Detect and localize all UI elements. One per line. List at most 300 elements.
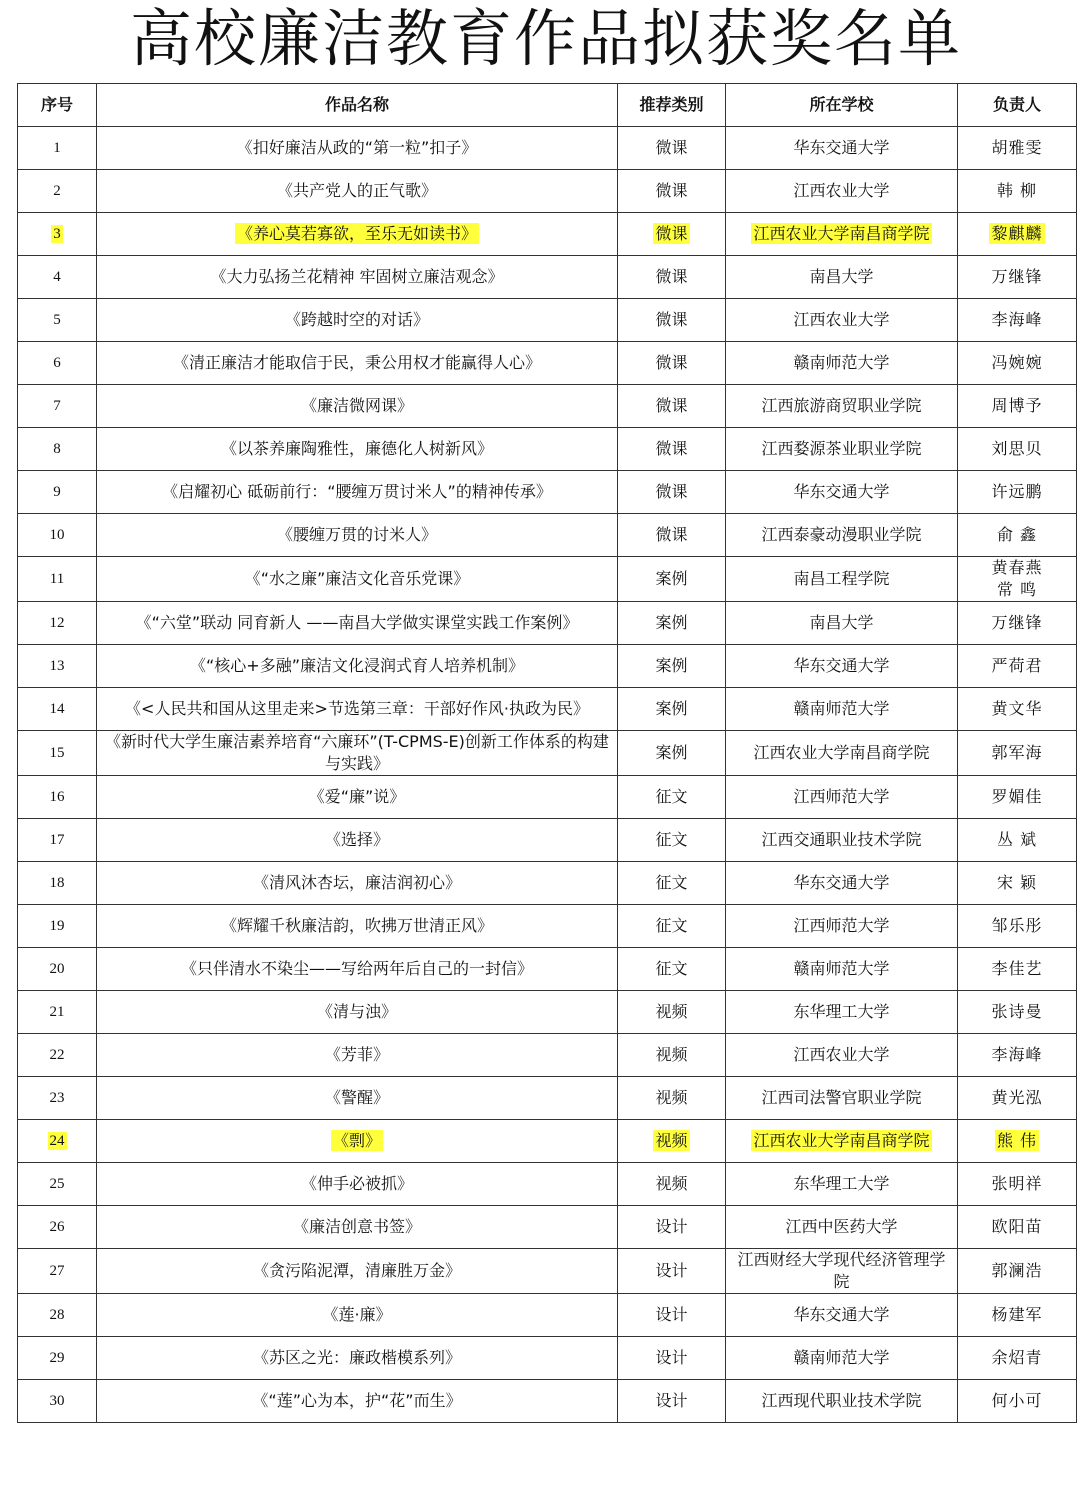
work-name: 《以茶养廉陶雅性，廉德化人树新风》 bbox=[220, 439, 493, 458]
person-in-charge: 冯婉婉 bbox=[991, 353, 1043, 372]
person-in-charge-cell bbox=[958, 514, 1077, 557]
work-name: 《养心莫若寡欲，至乐无如读书》 bbox=[236, 224, 477, 243]
category-cell bbox=[618, 1163, 726, 1206]
work-name-cell bbox=[97, 256, 618, 299]
person-in-charge: 宋 颖 bbox=[996, 873, 1038, 892]
table-row bbox=[18, 342, 1077, 385]
category-cell bbox=[618, 1294, 726, 1337]
person-in-charge-cell bbox=[958, 170, 1077, 213]
row-number: 24 bbox=[49, 1133, 65, 1149]
school-name: 南昌大学 bbox=[809, 267, 874, 286]
work-name-cell bbox=[97, 905, 618, 948]
work-name-cell bbox=[97, 645, 618, 688]
row-number: 26 bbox=[49, 1219, 65, 1235]
row-number-cell bbox=[18, 342, 97, 385]
person-in-charge-cell bbox=[958, 905, 1077, 948]
row-number-cell bbox=[18, 127, 97, 170]
school-name-cell bbox=[726, 213, 958, 256]
work-name: 《清风沐杏坛，廉洁润初心》 bbox=[252, 873, 461, 892]
work-name-cell bbox=[97, 1249, 618, 1294]
table-row bbox=[18, 991, 1077, 1034]
category: 微课 bbox=[655, 525, 688, 544]
school-name-cell bbox=[726, 905, 958, 948]
category-cell bbox=[618, 299, 726, 342]
row-number: 10 bbox=[49, 527, 65, 543]
work-name: 《腰缠万贯的讨米人》 bbox=[276, 525, 437, 544]
work-name-cell bbox=[97, 299, 618, 342]
work-name-cell bbox=[97, 1034, 618, 1077]
person-in-charge: 罗媚佳 bbox=[991, 787, 1043, 806]
work-name: 《廉洁创意书签》 bbox=[292, 1217, 421, 1236]
school-name: 南昌大学 bbox=[809, 613, 874, 632]
person-in-charge: 张诗曼 bbox=[991, 1002, 1043, 1021]
table-row bbox=[18, 1120, 1077, 1163]
row-number: 28 bbox=[49, 1307, 65, 1323]
category: 征文 bbox=[655, 787, 688, 806]
row-number-cell bbox=[18, 1206, 97, 1249]
school-name: 江西交通职业技术学院 bbox=[761, 830, 922, 849]
school-name-cell bbox=[726, 1249, 958, 1294]
row-number-cell bbox=[18, 1380, 97, 1423]
category-cell bbox=[618, 1337, 726, 1380]
category: 微课 bbox=[655, 310, 688, 329]
person-in-charge: 黄光泓 bbox=[991, 1088, 1043, 1107]
person-in-charge: 余炤青 bbox=[991, 1348, 1043, 1367]
category: 微课 bbox=[655, 267, 688, 286]
table-row bbox=[18, 213, 1077, 256]
table-row bbox=[18, 1034, 1077, 1077]
category-cell bbox=[618, 1034, 726, 1077]
category-cell bbox=[618, 731, 726, 776]
school-name-cell bbox=[726, 385, 958, 428]
person-in-charge: 熊 伟 bbox=[996, 1131, 1038, 1150]
school-name-cell bbox=[726, 1294, 958, 1337]
person-in-charge: 俞 鑫 bbox=[996, 525, 1038, 544]
row-number-cell bbox=[18, 819, 97, 862]
category-cell bbox=[618, 991, 726, 1034]
school-name-cell bbox=[726, 688, 958, 731]
table-row bbox=[18, 127, 1077, 170]
category-cell bbox=[618, 256, 726, 299]
person-in-charge: 丛 斌 bbox=[996, 830, 1038, 849]
row-number-cell bbox=[18, 731, 97, 776]
category: 设计 bbox=[655, 1391, 688, 1410]
row-number: 11 bbox=[49, 571, 65, 587]
school-name-cell bbox=[726, 862, 958, 905]
work-name: 《警醒》 bbox=[324, 1088, 389, 1107]
table-body bbox=[18, 127, 1077, 1423]
school-name-cell bbox=[726, 1206, 958, 1249]
category-cell bbox=[618, 645, 726, 688]
row-number: 5 bbox=[53, 312, 61, 328]
person-in-charge: 郭军海 bbox=[991, 743, 1043, 762]
column-header-work-name: 作品名称 bbox=[97, 84, 618, 127]
work-name: 《“六堂”联动 同育新人 ——南昌大学做实课堂实践工作案例》 bbox=[135, 613, 579, 632]
school-name: 江西农业大学南昌商学院 bbox=[753, 1131, 930, 1150]
row-number: 22 bbox=[49, 1047, 65, 1063]
person-in-charge-cell bbox=[958, 819, 1077, 862]
table-row bbox=[18, 1380, 1077, 1423]
column-header-category: 推荐类别 bbox=[618, 84, 726, 127]
person-in-charge-cell bbox=[958, 645, 1077, 688]
category: 设计 bbox=[655, 1217, 688, 1236]
row-number: 20 bbox=[49, 961, 65, 977]
person-in-charge: 黎麒麟 bbox=[991, 224, 1043, 243]
school-name-cell bbox=[726, 1077, 958, 1120]
table-row bbox=[18, 948, 1077, 991]
person-in-charge-cell bbox=[958, 1337, 1077, 1380]
category-cell bbox=[618, 776, 726, 819]
school-name-cell bbox=[726, 170, 958, 213]
work-name-cell bbox=[97, 991, 618, 1034]
category: 微课 bbox=[655, 181, 688, 200]
category: 征文 bbox=[655, 873, 688, 892]
row-number-cell bbox=[18, 948, 97, 991]
work-name-cell bbox=[97, 428, 618, 471]
category: 微课 bbox=[655, 224, 688, 243]
work-name-cell bbox=[97, 776, 618, 819]
row-number-cell bbox=[18, 862, 97, 905]
person-in-charge-cell bbox=[958, 776, 1077, 819]
school-name-cell bbox=[726, 819, 958, 862]
person-in-charge: 李海峰 bbox=[991, 310, 1043, 329]
school-name: 江西农业大学 bbox=[793, 181, 890, 200]
work-name-cell bbox=[97, 471, 618, 514]
row-number: 27 bbox=[49, 1263, 65, 1279]
table-row bbox=[18, 170, 1077, 213]
work-name-cell bbox=[97, 514, 618, 557]
category: 视频 bbox=[655, 1088, 688, 1107]
school-name-cell bbox=[726, 1034, 958, 1077]
row-number: 1 bbox=[53, 140, 61, 156]
person-in-charge-cell bbox=[958, 1249, 1077, 1294]
person-in-charge: 黄春燕 常 鸣 bbox=[991, 558, 1043, 599]
row-number-cell bbox=[18, 213, 97, 256]
work-name: 《“核心+多融”廉洁文化浸润式育人培养机制》 bbox=[190, 656, 524, 675]
category-cell bbox=[618, 213, 726, 256]
row-number: 13 bbox=[49, 658, 65, 674]
person-in-charge-cell bbox=[958, 557, 1077, 602]
person-in-charge: 万继锋 bbox=[991, 613, 1043, 632]
award-table bbox=[17, 83, 1077, 1423]
category: 案例 bbox=[655, 656, 688, 675]
category-cell bbox=[618, 1380, 726, 1423]
person-in-charge: 何小可 bbox=[991, 1391, 1043, 1410]
work-name: 《清正廉洁才能取信于民，秉公用权才能赢得人心》 bbox=[172, 353, 541, 372]
work-name-cell bbox=[97, 1163, 618, 1206]
table-row bbox=[18, 1077, 1077, 1120]
row-number: 16 bbox=[49, 789, 65, 805]
person-in-charge-cell bbox=[958, 256, 1077, 299]
category-cell bbox=[618, 1206, 726, 1249]
person-in-charge-cell bbox=[958, 1294, 1077, 1337]
work-name: 《伸手必被抓》 bbox=[300, 1174, 413, 1193]
work-name: 《跨越时空的对话》 bbox=[284, 310, 429, 329]
work-name: 《莲·廉》 bbox=[322, 1305, 392, 1324]
school-name: 江西师范大学 bbox=[793, 916, 890, 935]
person-in-charge: 郭澜浩 bbox=[991, 1261, 1043, 1280]
work-name: 《启耀初心 砥砺前行：“腰缠万贯讨米人”的精神传承》 bbox=[162, 482, 552, 501]
person-in-charge: 李海峰 bbox=[991, 1045, 1043, 1064]
school-name-cell bbox=[726, 514, 958, 557]
work-name-cell bbox=[97, 557, 618, 602]
table-row bbox=[18, 688, 1077, 731]
row-number-cell bbox=[18, 1249, 97, 1294]
school-name-cell bbox=[726, 342, 958, 385]
person-in-charge-cell bbox=[958, 688, 1077, 731]
school-name-cell bbox=[726, 1120, 958, 1163]
school-name-cell bbox=[726, 1163, 958, 1206]
school-name: 江西农业大学 bbox=[793, 1045, 890, 1064]
category-cell bbox=[618, 342, 726, 385]
row-number: 23 bbox=[49, 1090, 65, 1106]
row-number-cell bbox=[18, 385, 97, 428]
work-name-cell bbox=[97, 1380, 618, 1423]
table-row bbox=[18, 1294, 1077, 1337]
work-name: 《芳菲》 bbox=[324, 1045, 389, 1064]
person-in-charge-cell bbox=[958, 471, 1077, 514]
work-name: 《爱“廉”说》 bbox=[308, 787, 406, 806]
row-number: 7 bbox=[53, 398, 61, 414]
category-cell bbox=[618, 1249, 726, 1294]
category: 微课 bbox=[655, 353, 688, 372]
row-number: 14 bbox=[49, 701, 65, 717]
person-in-charge-cell bbox=[958, 731, 1077, 776]
table-row bbox=[18, 299, 1077, 342]
row-number-cell bbox=[18, 905, 97, 948]
row-number-cell bbox=[18, 256, 97, 299]
school-name: 赣南师范大学 bbox=[793, 699, 890, 718]
category: 设计 bbox=[655, 1305, 688, 1324]
school-name-cell bbox=[726, 1337, 958, 1380]
work-name-cell bbox=[97, 862, 618, 905]
row-number: 25 bbox=[49, 1176, 65, 1192]
work-name: 《“水之廉”廉洁文化音乐党课》 bbox=[244, 569, 470, 588]
school-name-cell bbox=[726, 1380, 958, 1423]
category: 案例 bbox=[655, 569, 688, 588]
work-name: 《廉洁微网课》 bbox=[300, 396, 413, 415]
table-row bbox=[18, 1206, 1077, 1249]
person-in-charge-cell bbox=[958, 1077, 1077, 1120]
school-name-cell bbox=[726, 602, 958, 645]
category: 视频 bbox=[655, 1174, 688, 1193]
school-name: 江西旅游商贸职业学院 bbox=[761, 396, 922, 415]
column-header-school: 所在学校 bbox=[726, 84, 958, 127]
person-in-charge-cell bbox=[958, 213, 1077, 256]
table-row bbox=[18, 731, 1077, 776]
person-in-charge: 胡雅雯 bbox=[991, 138, 1043, 157]
person-in-charge: 邹乐彤 bbox=[991, 916, 1043, 935]
row-number-cell bbox=[18, 170, 97, 213]
work-name-cell bbox=[97, 385, 618, 428]
row-number-cell bbox=[18, 471, 97, 514]
person-in-charge: 刘思贝 bbox=[991, 439, 1043, 458]
row-number-cell bbox=[18, 645, 97, 688]
row-number: 17 bbox=[49, 832, 65, 848]
person-in-charge: 张明祥 bbox=[991, 1174, 1043, 1193]
row-number: 30 bbox=[49, 1393, 65, 1409]
row-number-cell bbox=[18, 1294, 97, 1337]
work-name: 《剽》 bbox=[332, 1131, 381, 1150]
person-in-charge: 欧阳苗 bbox=[991, 1217, 1043, 1236]
column-header-number: 序号 bbox=[18, 84, 97, 127]
work-name-cell bbox=[97, 688, 618, 731]
school-name-cell bbox=[726, 428, 958, 471]
table-row bbox=[18, 471, 1077, 514]
work-name: 《“莲”心为本，护“花”而生》 bbox=[252, 1391, 462, 1410]
category: 设计 bbox=[655, 1261, 688, 1280]
row-number-cell bbox=[18, 991, 97, 1034]
school-name-cell bbox=[726, 948, 958, 991]
row-number-cell bbox=[18, 602, 97, 645]
row-number: 29 bbox=[49, 1350, 65, 1366]
school-name: 江西婺源茶业职业学院 bbox=[761, 439, 922, 458]
row-number: 18 bbox=[49, 875, 65, 891]
table-row bbox=[18, 514, 1077, 557]
row-number-cell bbox=[18, 1337, 97, 1380]
row-number: 6 bbox=[53, 355, 61, 371]
school-name-cell bbox=[726, 991, 958, 1034]
person-in-charge-cell bbox=[958, 602, 1077, 645]
school-name: 江西司法警官职业学院 bbox=[761, 1088, 922, 1107]
school-name: 华东交通大学 bbox=[793, 138, 890, 157]
work-name: 《辉耀千秋廉洁韵，吹拂万世清正风》 bbox=[220, 916, 493, 935]
person-in-charge-cell bbox=[958, 1163, 1077, 1206]
column-header-person: 负责人 bbox=[958, 84, 1077, 127]
work-name-cell bbox=[97, 948, 618, 991]
person-in-charge-cell bbox=[958, 299, 1077, 342]
work-name: 《共产党人的正气歌》 bbox=[276, 181, 437, 200]
category: 案例 bbox=[655, 613, 688, 632]
work-name: 《清与浊》 bbox=[316, 1002, 397, 1021]
work-name-cell bbox=[97, 213, 618, 256]
category: 微课 bbox=[655, 439, 688, 458]
school-name: 南昌工程学院 bbox=[793, 569, 890, 588]
row-number-cell bbox=[18, 514, 97, 557]
category: 案例 bbox=[655, 743, 688, 762]
category-cell bbox=[618, 602, 726, 645]
school-name: 江西农业大学 bbox=[793, 310, 890, 329]
category: 征文 bbox=[655, 959, 688, 978]
person-in-charge-cell bbox=[958, 385, 1077, 428]
row-number-cell bbox=[18, 428, 97, 471]
school-name: 江西现代职业技术学院 bbox=[761, 1391, 922, 1410]
work-name: 《贪污陷泥潭，清廉胜万金》 bbox=[252, 1261, 461, 1280]
person-in-charge: 许远鹏 bbox=[991, 482, 1043, 501]
work-name-cell bbox=[97, 1077, 618, 1120]
work-name-cell bbox=[97, 127, 618, 170]
school-name-cell bbox=[726, 557, 958, 602]
category-cell bbox=[618, 1077, 726, 1120]
category: 微课 bbox=[655, 396, 688, 415]
school-name: 华东交通大学 bbox=[793, 873, 890, 892]
person-in-charge-cell bbox=[958, 428, 1077, 471]
table-row bbox=[18, 905, 1077, 948]
work-name-cell bbox=[97, 1294, 618, 1337]
row-number-cell bbox=[18, 776, 97, 819]
category: 案例 bbox=[655, 699, 688, 718]
row-number: 19 bbox=[49, 918, 65, 934]
school-name-cell bbox=[726, 731, 958, 776]
person-in-charge-cell bbox=[958, 991, 1077, 1034]
school-name: 赣南师范大学 bbox=[793, 1348, 890, 1367]
work-name-cell bbox=[97, 1337, 618, 1380]
table-row bbox=[18, 1163, 1077, 1206]
table-row bbox=[18, 1337, 1077, 1380]
table-row bbox=[18, 819, 1077, 862]
work-name-cell bbox=[97, 342, 618, 385]
person-in-charge: 黄文华 bbox=[991, 699, 1043, 718]
school-name: 江西农业大学南昌商学院 bbox=[753, 224, 930, 243]
school-name: 江西泰豪动漫职业学院 bbox=[761, 525, 922, 544]
work-name-cell bbox=[97, 1120, 618, 1163]
table-row bbox=[18, 602, 1077, 645]
row-number: 12 bbox=[49, 615, 65, 631]
table-row bbox=[18, 645, 1077, 688]
school-name-cell bbox=[726, 256, 958, 299]
person-in-charge: 严荷君 bbox=[991, 656, 1043, 675]
row-number: 2 bbox=[53, 183, 61, 199]
work-name: 《只伴清水不染尘——写给两年后自己的一封信》 bbox=[180, 959, 533, 978]
school-name: 江西财经大学现代经济管理学院 bbox=[737, 1250, 946, 1291]
work-name: 《大力弘扬兰花精神 牢固树立廉洁观念》 bbox=[210, 267, 504, 286]
category-cell bbox=[618, 471, 726, 514]
person-in-charge-cell bbox=[958, 342, 1077, 385]
category-cell bbox=[618, 170, 726, 213]
school-name-cell bbox=[726, 299, 958, 342]
school-name: 东华理工大学 bbox=[793, 1174, 890, 1193]
person-in-charge-cell bbox=[958, 862, 1077, 905]
school-name: 华东交通大学 bbox=[793, 1305, 890, 1324]
category-cell bbox=[618, 1120, 726, 1163]
school-name: 华东交通大学 bbox=[793, 482, 890, 501]
row-number-cell bbox=[18, 299, 97, 342]
table-row bbox=[18, 557, 1077, 602]
category: 微课 bbox=[655, 482, 688, 501]
category-cell bbox=[618, 819, 726, 862]
school-name-cell bbox=[726, 776, 958, 819]
category: 视频 bbox=[655, 1002, 688, 1021]
row-number-cell bbox=[18, 557, 97, 602]
person-in-charge: 万继锋 bbox=[991, 267, 1043, 286]
row-number: 3 bbox=[53, 226, 61, 242]
person-in-charge: 周博予 bbox=[991, 396, 1043, 415]
table-row bbox=[18, 776, 1077, 819]
work-name: 《选择》 bbox=[324, 830, 389, 849]
table-row bbox=[18, 256, 1077, 299]
category-cell bbox=[618, 127, 726, 170]
row-number: 15 bbox=[49, 745, 65, 761]
school-name: 华东交通大学 bbox=[793, 656, 890, 675]
person-in-charge: 李佳艺 bbox=[991, 959, 1043, 978]
row-number: 8 bbox=[53, 441, 61, 457]
category: 征文 bbox=[655, 916, 688, 935]
category-cell bbox=[618, 688, 726, 731]
category: 视频 bbox=[655, 1045, 688, 1064]
category: 微课 bbox=[655, 138, 688, 157]
table-row bbox=[18, 428, 1077, 471]
work-name: 《苏区之光：廉政楷模系列》 bbox=[252, 1348, 461, 1367]
row-number-cell bbox=[18, 1077, 97, 1120]
school-name: 赣南师范大学 bbox=[793, 959, 890, 978]
row-number-cell bbox=[18, 688, 97, 731]
work-name-cell bbox=[97, 819, 618, 862]
table-row bbox=[18, 385, 1077, 428]
school-name-cell bbox=[726, 127, 958, 170]
person-in-charge-cell bbox=[958, 1206, 1077, 1249]
work-name-cell bbox=[97, 1206, 618, 1249]
person-in-charge: 杨建军 bbox=[991, 1305, 1043, 1324]
